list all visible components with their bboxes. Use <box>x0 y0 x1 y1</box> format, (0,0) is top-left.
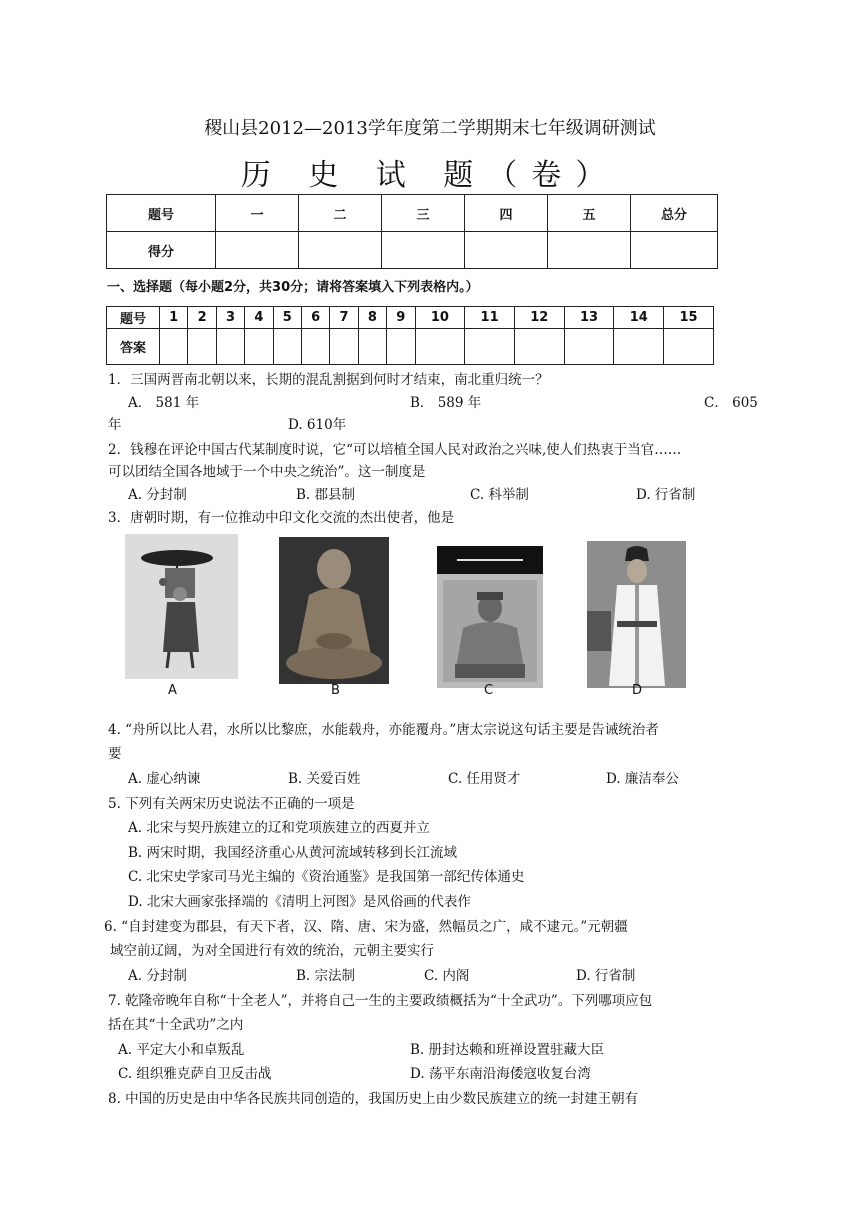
question-2-option-a: A. 分封制 <box>128 487 187 503</box>
question-3-stem: 3．唐朝时期，有一位推动中印文化交流的杰出使者，他是 <box>108 510 455 526</box>
question-6-option-c: C. 内阁 <box>424 968 470 984</box>
question-7-stem: 括在其“十全武功”之内 <box>108 1017 244 1033</box>
question-6-option-b: B. 宗法制 <box>296 968 356 984</box>
answer-number-cell: 13 <box>564 307 614 329</box>
exam-title: 历 史 试 题（卷） <box>240 158 620 193</box>
score-input-cell[interactable] <box>216 232 299 269</box>
answer-table-answer-row <box>107 329 714 365</box>
question-4-option-d: D. 廉洁奉公 <box>606 771 679 787</box>
exam-header: 稷山县2012—2013学年度第二学期期末七年级调研测试 <box>204 118 656 139</box>
section-title: 一、选择题（每小题2分，共30分；请将答案填入下列表格内。） <box>107 280 479 295</box>
score-input-cell[interactable] <box>465 232 548 269</box>
question-2-option-d: D. 行省制 <box>636 487 696 503</box>
question-5-option-b: B. 两宋时期，我国经济重心从黄河流域转移到长江流域 <box>128 845 458 861</box>
answer-input-cell[interactable] <box>301 329 329 365</box>
score-cell: 四 <box>465 195 548 232</box>
question-2-stem: 可以团结全国各地域于一个中央之统治”。这一制度是 <box>108 464 426 480</box>
score-input-cell[interactable] <box>382 232 465 269</box>
answer-number-cell: 14 <box>614 307 664 329</box>
score-label-cell: 得分 <box>107 232 216 269</box>
option-a-caption: A <box>168 683 177 698</box>
score-cell: 二 <box>299 195 382 232</box>
question-6-option-d: D. 行省制 <box>576 968 636 984</box>
option-c-caption: C <box>484 683 494 698</box>
answer-number-cell: 5 <box>273 307 301 329</box>
answer-input-cell[interactable] <box>664 329 714 365</box>
question-7-stem: 7. 乾隆帝晚年自称“十全老人”，并将自己一生的主要政绩概括为“十全武功”。下列哪项应包 <box>108 993 653 1009</box>
score-input-cell[interactable] <box>299 232 382 269</box>
question-5-option-a: A. 北宋与契丹族建立的辽和党项族建立的西夏并立 <box>128 820 430 836</box>
answer-number-cell: 10 <box>415 307 465 329</box>
score-cell: 五 <box>548 195 631 232</box>
question-4-option-c: C. 任用贤才 <box>448 771 521 787</box>
question-1-option-d: D. 610年 <box>288 417 347 433</box>
answer-input-cell[interactable] <box>564 329 614 365</box>
answer-input-cell[interactable] <box>514 329 564 365</box>
score-cell: 总分 <box>631 195 718 232</box>
answer-number-cell: 6 <box>301 307 329 329</box>
option-c-image <box>437 546 543 688</box>
question-4-stem: 要 <box>108 746 122 762</box>
option-a-image <box>125 534 238 679</box>
answer-number-cell: 1 <box>160 307 188 329</box>
answer-label-cell: 答案 <box>107 329 160 365</box>
answer-number-cell: 15 <box>664 307 714 329</box>
question-7-option-d: D. 荡平东南沿海倭寇收复台湾 <box>410 1066 591 1082</box>
answer-number-cell: 4 <box>245 307 273 329</box>
score-cell: 题号 <box>107 195 216 232</box>
answer-input-cell[interactable] <box>160 329 188 365</box>
score-input-cell[interactable] <box>631 232 718 269</box>
question-2-stem: 2．钱穆在评论中国古代某制度时说，它“可以培植全国人民对政治之兴味,使人们热衷于当官…… <box>108 442 682 458</box>
option-d-caption: D <box>632 683 643 698</box>
question-4-stem: 4. “舟所以比人君，水所以比黎庶，水能载舟，亦能覆舟。”唐太宗说这句话主要是告诫统治者 <box>108 722 659 738</box>
question-2-option-b: B. 郡县制 <box>296 487 356 503</box>
answer-number-cell: 9 <box>387 307 415 329</box>
answer-number-cell: 2 <box>188 307 216 329</box>
answer-number-cell: 8 <box>358 307 386 329</box>
question-5-option-d: D. 北宋大画家张择端的《清明上河图》是风俗画的代表作 <box>128 894 471 910</box>
score-cell: 一 <box>216 195 299 232</box>
answer-label-cell: 题号 <box>107 307 160 329</box>
answer-input-cell[interactable] <box>614 329 664 365</box>
question-1-option-c-cont: 年 <box>108 417 122 433</box>
score-table-score-row <box>107 232 718 269</box>
answer-number-cell: 7 <box>330 307 358 329</box>
option-d-image <box>587 541 686 688</box>
answer-input-cell[interactable] <box>415 329 465 365</box>
answer-input-cell[interactable] <box>216 329 244 365</box>
answer-input-cell[interactable] <box>188 329 216 365</box>
score-cell: 三 <box>382 195 465 232</box>
question-6-stem: 6. “自封建变为郡县，有天下者，汉、隋、唐、宋为盛，然幅员之广，咸不逮元。”元朝疆 <box>104 919 628 935</box>
answer-input-cell[interactable] <box>465 329 515 365</box>
option-b-image <box>279 537 389 684</box>
question-6-option-a: A. 分封制 <box>128 968 187 984</box>
question-4-option-a: A. 虚心纳谏 <box>128 771 201 787</box>
answer-table-number-row <box>107 307 714 329</box>
question-7-option-a: A. 平定大小和卓叛乱 <box>118 1042 245 1058</box>
question-1-stem: 1．三国两晋南北朝以来，长期的混乱割据到何时才结束，南北重归统一？ <box>108 372 549 388</box>
question-6-stem: 域空前辽阔，为对全国进行有效的统治，元朝主要实行 <box>110 943 434 959</box>
question-8-stem: 8. 中国的历史是由中华各民族共同创造的，我国历史上由少数民族建立的统一封建王朝有 <box>108 1091 639 1107</box>
score-input-cell[interactable] <box>548 232 631 269</box>
answer-input-cell[interactable] <box>273 329 301 365</box>
answer-number-cell: 11 <box>465 307 515 329</box>
question-7-option-b: B. 册封达赖和班禅设置驻藏大臣 <box>410 1042 605 1058</box>
question-2-option-c: C. 科举制 <box>470 487 529 503</box>
question-1-option-a: A． 581 年 <box>128 395 200 411</box>
answer-input-cell[interactable] <box>245 329 273 365</box>
question-1-option-c: C． 605 <box>704 395 758 411</box>
answer-input-cell[interactable] <box>330 329 358 365</box>
answer-input-cell[interactable] <box>358 329 386 365</box>
question-5-option-c: C. 北宋史学家司马光主编的《资治通鉴》是我国第一部纪传体通史 <box>128 869 525 885</box>
question-4-option-b: B. 关爱百姓 <box>288 771 361 787</box>
score-table <box>106 194 718 269</box>
answer-table <box>106 306 714 365</box>
option-b-caption: B <box>331 683 340 698</box>
answer-number-cell: 12 <box>514 307 564 329</box>
answer-number-cell: 3 <box>216 307 244 329</box>
score-table-header-row <box>107 195 718 232</box>
question-1-option-b: B． 589 年 <box>410 395 482 411</box>
question-7-option-c: C. 组织雅克萨自卫反击战 <box>118 1066 272 1082</box>
question-5-stem: 5. 下列有关两宋历史说法不正确的一项是 <box>108 796 355 812</box>
answer-input-cell[interactable] <box>387 329 415 365</box>
